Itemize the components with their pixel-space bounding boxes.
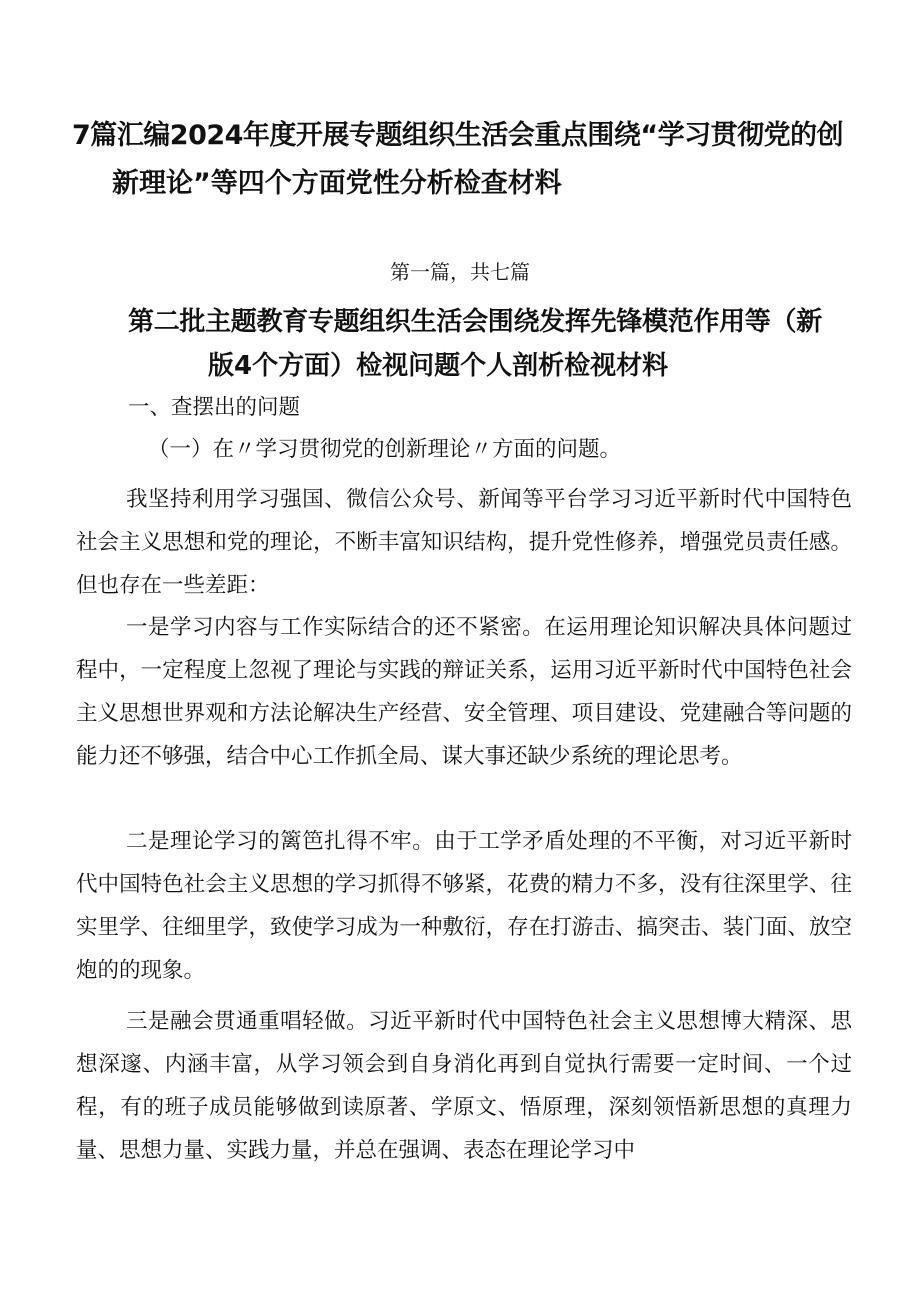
- article-title-line-2: 版4个方面）检视问题个人剖析检视材料: [208, 351, 669, 381]
- part-label: 第一篇，共七篇: [390, 260, 530, 284]
- article-title: [128, 300, 858, 388]
- article-title-line-1: 第二批主题教育专题组织生活会围绕发挥先锋模范作用等（新: [128, 307, 822, 337]
- sub-heading: （一）在〃学习贯彻党的创新理论〃方面的问题。: [148, 437, 622, 462]
- paragraph: 我坚持利用学习强国、微信公众号、新闻等平台学习习近平新时代中国特色社会主义思想和党的理论，不断丰富知识结构，提升党性修养，增强党员责任感。但也存在一些差距：: [76, 487, 852, 598]
- document-title-line-2: 新理论”等四个方面党性分析检查材料: [112, 168, 562, 199]
- section-heading: 一、查摆出的问题: [128, 395, 301, 420]
- paragraph: 三是融会贯通重唱轻做。习近平新时代中国特色社会主义思想博大精深、思想深邃、内涵丰富，从学习领会到自身消化再到自觉执行需要一定时间、一个过程，有的班子成员能够做到读原著、学原文、悟原理，深刻领悟新思想的真理力量、思想力量、实践力量，并总在强调、表态在理论学习中: [76, 1009, 852, 1163]
- paragraph: 一是学习内容与工作实际结合的还不紧密。在运用理论知识解决具体问题过程中，一定程度上忽视了理论与实践的辩证关系，运用习近平新时代中国特色社会主义思想世界观和方法论解决生产经营、安全管理、项目建设、党建融合等问题的能力还不够强，结合中心工作抓全局、谋大事还缺少系统的理论思考。: [76, 615, 852, 769]
- document-title-line-1: 7篇汇编2024年度开展专题组织生活会重点围绕“学习贯彻党的创: [72, 120, 844, 151]
- document-title: [72, 112, 862, 208]
- paragraph: 二是理论学习的篱笆扎得不牢。由于工学矛盾处理的不平衡，对习近平新时代中国特色社会主义思想的学习抓得不够紧，花费的精力不多，没有往深里学、往实里学、往细里学，致使学习成为一种敷衍，存在打游击、搞突击、装门面、放空炮的的现象。: [76, 829, 852, 983]
